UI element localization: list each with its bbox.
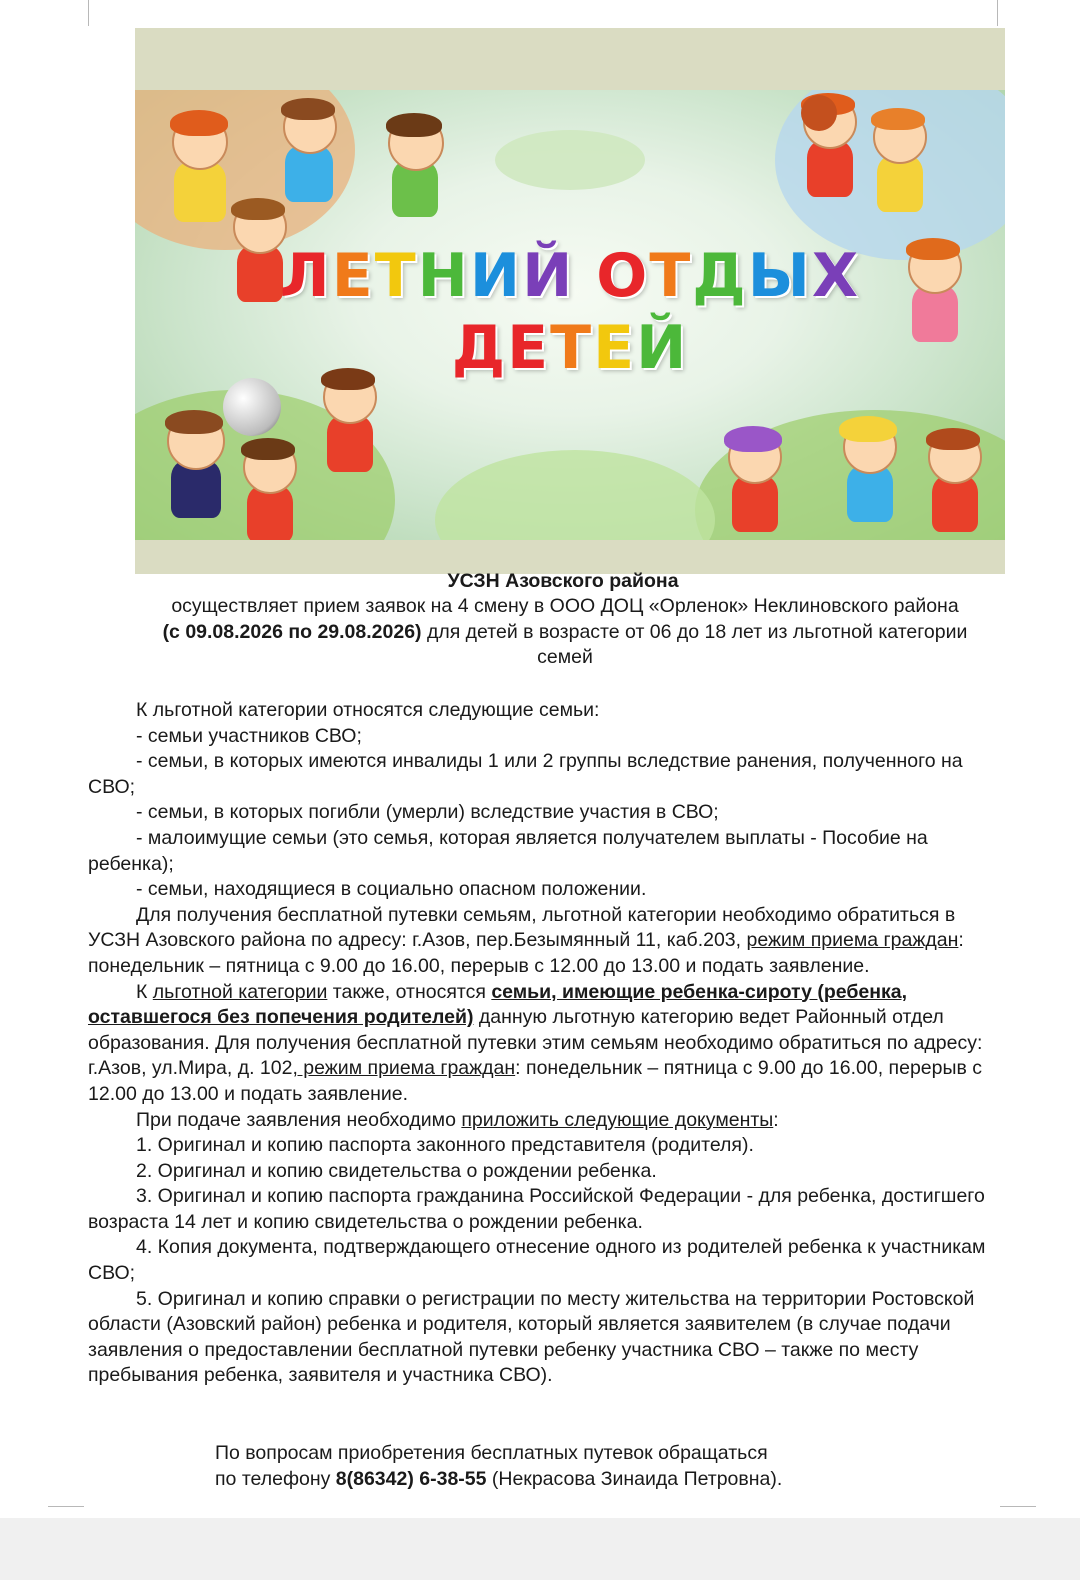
document-item: 5. Оригинал и копию справки о регистрации по месту жительства на территории Ростовской области (Азовский район) ребенка и родителя, который является заявителем (в случае подачи заявления о предоставлении бесплатной путевки ребенку участника СВО – также по месту пребывания ребенка, заявителя и участника СВО). <box>88 1287 975 1387</box>
paragraph-text: : понедельник – пятница с 9.00 до 16.00, перерыв с 12.00 до 13.00 и подать заявление. <box>88 929 964 977</box>
summer-banner-image <box>135 28 1005 574</box>
paragraph-text: К <box>136 980 153 1003</box>
organization-name: УСЗН Азовского района <box>447 570 679 592</box>
category-label: льготной категории <box>152 980 328 1003</box>
documents-intro <box>88 1108 1008 1134</box>
summary-text: осуществляет прием заявок на 4 смену в ООО ДОЦ «Орленок» Неклиновского района <box>171 595 959 617</box>
paragraph-text: При подаче заявления необходимо <box>136 1108 462 1131</box>
reception-hours-label: , режим приема граждан <box>292 1057 516 1080</box>
document-body <box>88 698 1008 1389</box>
contact-info <box>215 1441 975 1492</box>
document-item: 2. Оригинал и копию свидетельства о рождении ребенка. <box>136 1159 657 1182</box>
paragraph-text: Для получения бесплатной путевки семьям, льготной категории необходимо обратиться в УСЗН Азовского района по адресу: г.Азов, пер.Безымянный 11, каб.203, <box>88 903 956 952</box>
crop-mark <box>1000 1506 1036 1507</box>
banner-illustration <box>135 90 1005 540</box>
eligibility-item: - семьи, в которых погибли (умерли) вследствие участия в СВО; <box>136 801 719 824</box>
eligibility-item: - семьи, находящиеся в социально опасном положении. <box>136 878 647 901</box>
contact-person: (Некрасова Зинаида Петровна). <box>486 1467 783 1490</box>
crop-mark <box>88 0 89 26</box>
shift-dates: (с 09.08.2026 по 29.08.2026) <box>162 620 422 643</box>
crop-mark <box>997 0 998 26</box>
orphan-families-label: семьи, имеющие ребенка-сироту (ребенка, оставшегося без попечения родителей) <box>88 980 908 1029</box>
document-item: 1. Оригинал и копию паспорта законного представителя (родителя). <box>136 1134 754 1157</box>
document-item: 3. Оригинал и копию паспорта гражданина Российской Федерации - для ребенка, достигшего возраста 14 лет и копию свидетельства о рождении ребенка. <box>88 1185 985 1233</box>
document-item: 4. Копия документа, подтверждающего отнесение одного из родителей ребенка к участникам СВО; <box>88 1236 986 1285</box>
basketball-icon <box>801 95 837 131</box>
eligibility-item: - семьи участников СВО; <box>136 724 362 747</box>
eligibility-item: - семьи, в которых имеются инвалиды 1 или 2 группы вследствие ранения, полученного на СВО; <box>88 750 963 798</box>
banner-title-line1: ЛЕТНИЙ ОТДЫХ <box>279 241 861 311</box>
kid-figure <box>380 115 450 225</box>
phone-number: 8(86342) 6-38-55 <box>335 1467 487 1490</box>
eligibility-intro: К льготной категории относятся следующие семьи: <box>136 699 600 721</box>
banner-title <box>135 240 1005 384</box>
documents-label: приложить следующие документы <box>461 1108 774 1131</box>
kid-figure <box>865 110 935 220</box>
contact-text: по телефону <box>215 1467 336 1490</box>
kid-figure <box>155 410 235 530</box>
soccer-ball-icon <box>223 378 281 436</box>
kid-figure <box>315 370 385 480</box>
contact-line: По вопросам приобретения бесплатных путевок обращаться <box>215 1442 768 1464</box>
kid-figure <box>835 420 905 530</box>
paragraph-office-address <box>88 903 1008 980</box>
paragraph-text: : понедельник – пятница с 9.00 до 16.00, перерыв с 12.00 до 13.00 и подать заявление. <box>88 1057 983 1105</box>
paragraph-text: данную льготную категорию ведет Районный отдел образования. Для получения бесплатной путевки этим семьям необходимо обратиться по адресу: г.Азов, ул.Мира, д. 102 <box>88 1006 983 1080</box>
kid-figure <box>720 430 790 540</box>
kid-figure <box>275 100 345 210</box>
summary-text: для детей в возрасте от 06 до 18 лет из льготной категории семей <box>421 620 968 669</box>
paragraph-text: : <box>773 1108 779 1131</box>
banner-title-line2: ДЕТЕЙ <box>451 313 689 383</box>
announcement-summary <box>160 594 970 671</box>
paragraph-text: также, относятся <box>327 980 492 1003</box>
eligibility-item: - малоимущие семьи (это семья, которая является получателем выплаты - Пособие на ребенка); <box>88 826 928 875</box>
contact-line <box>215 1467 975 1493</box>
crop-mark <box>48 1506 84 1507</box>
kid-figure <box>920 430 990 540</box>
kid-figure <box>235 440 305 540</box>
paragraph-orphans <box>88 980 1008 1108</box>
reception-hours-label: режим приема граждан <box>746 929 959 952</box>
